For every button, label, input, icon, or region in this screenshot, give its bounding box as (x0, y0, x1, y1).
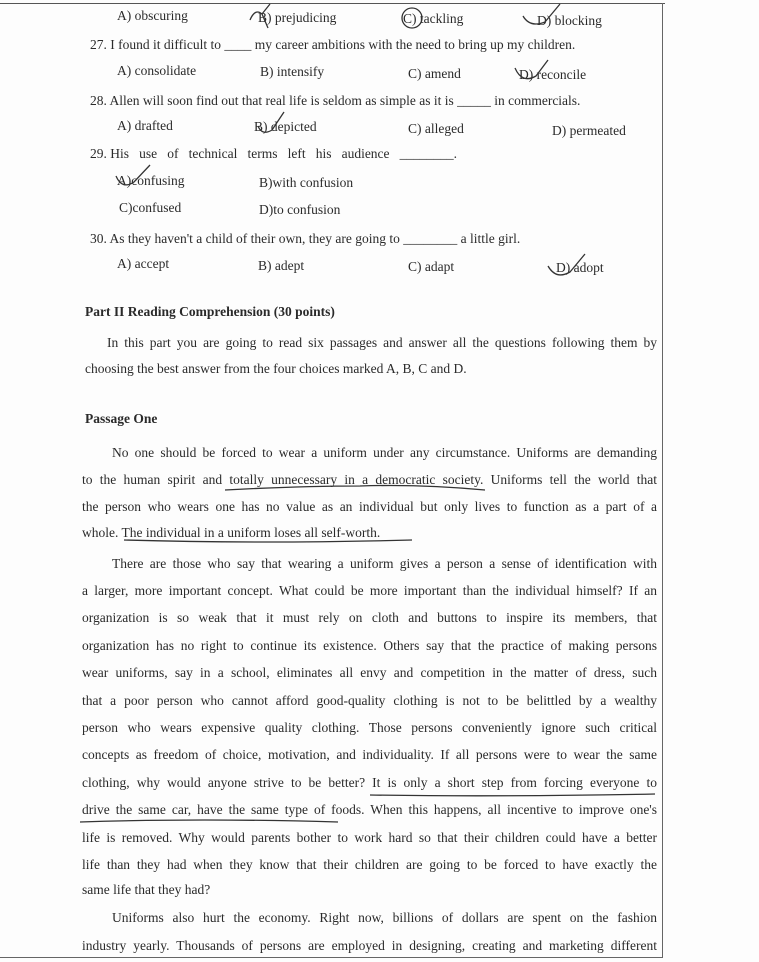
underline (80, 820, 338, 822)
paragraph-line: life is removed. Why would parents bother to work hard so that their children could have a better (82, 830, 657, 845)
option-c[interactable]: C)confused (119, 200, 182, 215)
option-c[interactable]: C) alleged (408, 121, 464, 136)
option-c[interactable]: C) adapt (408, 259, 455, 274)
paragraph-line: Uniforms also hurt the economy. Right now, billions of dollars are spent on the fashion (112, 910, 657, 925)
page-border-bottom (0, 957, 663, 958)
option-c[interactable]: C) tackling (403, 11, 464, 26)
question-28-stem: 28. Allen will soon find out that real life is seldom as simple as it is _____ in commercials. (90, 93, 581, 108)
option-d[interactable]: D) permeated (552, 123, 626, 138)
paragraph-line: clothing, why would anyone strive to be better? It is only a short step from forcing everyone to (82, 775, 657, 790)
paragraph-line: organization is so weak that it must rely on cloth and buttons to inspire its members, that (82, 610, 657, 625)
paragraph-line: whole. The individual in a uniform loses all self-worth. (82, 525, 381, 540)
paragraph-line: that a poor person who cannot afford good-quality clothing is not to be belittled by a wealthy (82, 693, 657, 708)
option-b[interactable]: B) adept (258, 258, 305, 273)
paragraph-line: to the human spirit and totally unnecessary in a democratic society. Uniforms tell the world that (82, 472, 657, 487)
paragraph-line: person who wears expensive quality clothing. Those persons conveniently ignore such critical (82, 720, 657, 735)
page-border-right (662, 3, 663, 958)
option-d[interactable]: D) reconcile (519, 67, 587, 82)
option-d[interactable]: D)to confusion (259, 202, 341, 217)
paragraph-line: a larger, more important concept. What could be more important than the individual himself? If an (82, 583, 657, 598)
option-a[interactable]: A) consolidate (117, 63, 197, 78)
question-29-stem: 29. His use of technical terms left his audience ________. (90, 146, 458, 161)
paragraph-line: same life that they had? (82, 882, 211, 897)
paragraph-line: No one should be forced to wear a uniform under any circumstance. Uniforms are demanding (112, 445, 657, 460)
page-border-top (0, 3, 665, 4)
option-b[interactable]: B)with confusion (259, 175, 354, 190)
paragraph-line: There are those who say that wearing a uniform gives a person a sense of identification with (112, 556, 657, 571)
option-c[interactable]: C) amend (408, 66, 461, 81)
section-heading: Part II Reading Comprehension (30 points) (85, 304, 335, 319)
option-a[interactable]: A)confusing (117, 173, 185, 188)
paragraph-line: organization has no right to continue its existence. Others say that the practice of making persons (82, 638, 657, 653)
instructions-line: choosing the best answer from the four choices marked A, B, C and D. (85, 361, 467, 376)
option-a[interactable]: A) obscuring (117, 8, 188, 23)
paragraph-line: life than they had when they know that their children are going to be forced to have exactly the (82, 857, 657, 872)
option-a[interactable]: A) accept (117, 256, 170, 271)
question-30-stem: 30. As they haven't a child of their own, they are going to ________ a little girl. (90, 231, 521, 246)
paragraph-line: drive the same car, have the same type of foods. When this happens, all incentive to improve one's (82, 802, 657, 817)
paragraph-line: concepts as freedom of choice, motivation, and individuality. If all persons were to wear the same (82, 747, 657, 762)
option-b[interactable]: B) depicted (254, 119, 317, 134)
option-d[interactable]: D) blocking (537, 13, 602, 28)
paragraph-line: the person who wears one has no value as an individual but only lives to function as a part of a (82, 499, 657, 514)
option-b[interactable]: B) intensify (260, 64, 325, 79)
paragraph-line: industry yearly. Thousands of persons are employed in designing, creating and marketing different (82, 938, 657, 953)
instructions-line: In this part you are going to read six passages and answer all the questions following them by (107, 335, 657, 350)
option-a[interactable]: A) drafted (117, 118, 173, 133)
passage-title: Passage One (85, 411, 158, 426)
option-d[interactable]: D) adopt (556, 260, 604, 275)
paragraph-line: wear uniforms, say in a school, eliminates all envy and competition in the matter of dress, such (82, 665, 657, 680)
question-27-stem: 27. I found it difficult to ____ my career ambitions with the need to bring up my children. (90, 37, 576, 52)
option-b[interactable]: B) prejudicing (258, 10, 337, 25)
underline (370, 794, 655, 796)
